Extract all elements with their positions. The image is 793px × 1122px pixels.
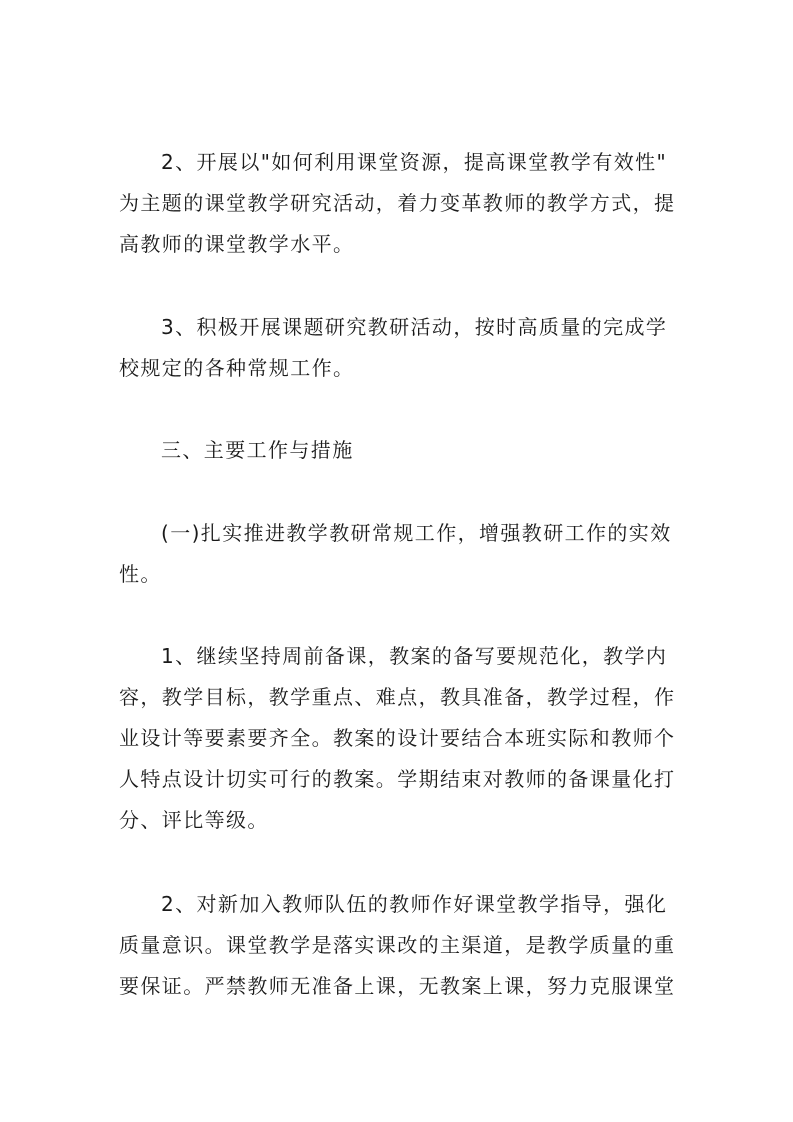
text-line: 分、评比等级。 [119, 808, 269, 832]
text-line: (一)扎实推进教学教研常规工作，增强教研工作的实效 [161, 521, 672, 545]
section-heading-main-work [119, 430, 675, 471]
text-line: 业设计等要素要齐全。教案的设计要结合本班实际和教师个 [119, 726, 676, 750]
text-line: 高教师的课堂教学水平。 [119, 232, 355, 256]
text-line: 2、对新加入教师队伍的教师作好课堂教学指导，强化 [161, 892, 668, 916]
paragraph-measure-1 [119, 636, 675, 841]
text-line: 要保证。严禁教师无准备上课，无教案上课，努力克服课堂 [119, 974, 676, 998]
text-line: 1、继续坚持周前备课，教案的备写要规范化，教学内 [161, 644, 668, 668]
text-line: 质量意识。课堂教学是落实课改的主渠道，是教学质量的重 [119, 933, 676, 957]
subsection-heading-1 [119, 513, 675, 595]
text-line: 性。 [119, 562, 162, 586]
text-line: 2、开展以"如何利用课堂资源，提高课堂教学有效性" [161, 150, 668, 174]
paragraph-measure-2 [119, 884, 675, 1007]
text-line: 容，教学目标，教学重点、难点，教具准备，教学过程，作 [119, 685, 676, 709]
text-line: 为主题的课堂教学研究活动，着力变革教师的教学方式，提 [119, 191, 676, 215]
paragraph-goal-3 [119, 307, 675, 389]
text-line: 3、积极开展课题研究教研活动，按时高质量的完成学 [161, 315, 668, 339]
heading-line: 三、主要工作与措施 [161, 438, 354, 462]
text-line: 校规定的各种常规工作。 [119, 356, 355, 380]
paragraph-goal-2 [119, 142, 675, 265]
text-line: 人特点设计切实可行的教案。学期结束对教师的备课量化打 [119, 767, 676, 791]
